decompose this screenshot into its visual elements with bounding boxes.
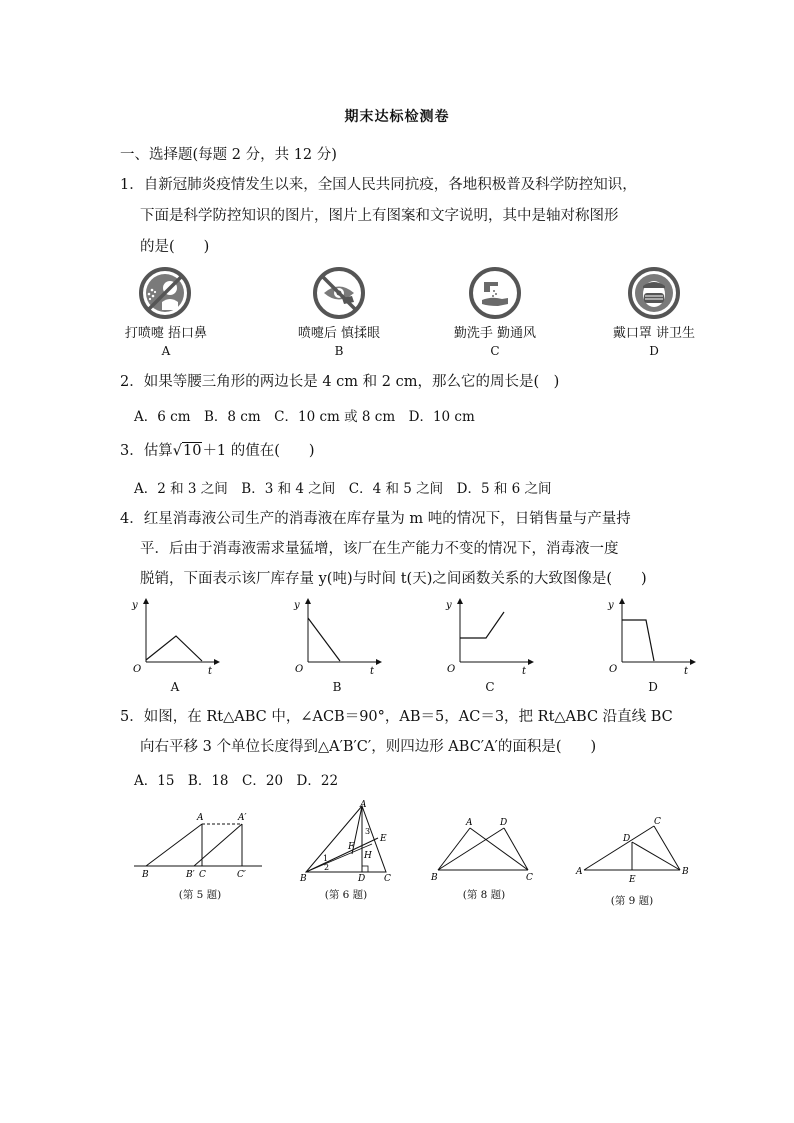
wash-hands-icon: [468, 266, 522, 320]
fig9-label-d: D: [623, 834, 631, 844]
fig9-label-a: A: [576, 867, 583, 877]
sqrt-symbol: √: [172, 443, 182, 459]
fig6-label-3: 3: [365, 827, 371, 836]
fig9-label-c: C: [654, 817, 661, 827]
fig6-label-e: E: [380, 834, 387, 844]
axis-y-label: y: [608, 600, 614, 611]
q1-line1: 1．自新冠肺炎疫情发生以来，全国人民共同抗疫，各地积极普及科学防控知识，: [120, 177, 637, 193]
q1-option-d-caption: 戴口罩 讲卫生: [612, 326, 696, 341]
fig5-label-c: C: [199, 870, 206, 880]
q5-options: A．15 B．18 C．20 D．22: [134, 773, 339, 789]
fig8-label-b: B: [431, 873, 438, 882]
q5-line1: 5．如图，在 Rt△ABC 中，∠ACB＝90°，AB＝5，AC＝3，把 Rt△ABC 沿直线 BC: [120, 709, 673, 725]
q4-graph-c: [440, 596, 536, 678]
wear-mask-icon: [627, 266, 681, 320]
figure-8: [428, 814, 540, 882]
origin-label: O: [295, 664, 304, 675]
q1-option-a-letter: A: [161, 344, 171, 358]
q1-option-d-letter: D: [649, 344, 659, 358]
q2-options: A．6 cm B．8 cm C．10 cm 或 8 cm D．10 cm: [134, 409, 475, 425]
fig9-label-b: B: [682, 867, 689, 877]
axis-y-label: y: [132, 600, 138, 611]
fig8-label-a: A: [466, 818, 473, 828]
fig5-label-a-prime: A′: [238, 813, 247, 823]
fig8-label-c: C: [526, 873, 533, 882]
q1-option-b-caption: 喷嚏后 慎揉眼: [297, 326, 381, 341]
axis-y-label: y: [294, 600, 300, 611]
axis-x-label: t: [684, 666, 689, 677]
page-title: 期末达标检测卷: [344, 109, 450, 125]
figure-9: [570, 814, 696, 886]
q1-option-b-letter: B: [334, 344, 344, 358]
q1-option-a-caption: 打喷嚏 捂口鼻: [124, 326, 208, 341]
q4-graph-a: [126, 596, 222, 678]
axis-y-label: y: [446, 600, 452, 611]
fig6-label-d: D: [358, 874, 366, 884]
figure-8-caption: (第 8 题): [462, 889, 506, 901]
axis-x-label: t: [522, 666, 527, 677]
origin-label: O: [133, 664, 142, 675]
figure-6: [296, 798, 396, 884]
q4-line2: 平．后由于消毒液需求量猛增，该厂在生产能力不变的情况下，消毒液一度: [140, 541, 619, 557]
q4-graph-b: [288, 596, 384, 678]
fig6-label-2: 2: [324, 863, 330, 872]
figure-5-caption: (第 5 题): [178, 889, 222, 901]
q4-graph-d: [602, 596, 698, 678]
q3-suffix: ＋1 的值在( ): [202, 443, 315, 459]
fig9-label-e: E: [629, 875, 636, 885]
q3-prefix: 3．估算: [120, 443, 173, 459]
fig5-label-a: A: [197, 813, 204, 823]
fig6-label-b: B: [300, 874, 307, 884]
no-rub-eyes-icon: [312, 266, 366, 320]
origin-label: O: [447, 664, 456, 675]
q4-line1: 4．红星消毒液公司生产的消毒液在库存量为 m 吨的情况下，日销售量与产量持: [120, 511, 631, 527]
q3-radicand: 10: [182, 443, 202, 459]
fig8-label-d: D: [500, 818, 508, 828]
fig5-label-b-prime: B′: [186, 870, 195, 880]
q3-options: A．2 和 3 之间 B．3 和 4 之间 C．4 和 5 之间 D．5 和 6 之间: [134, 481, 552, 497]
figure-5: [130, 806, 266, 880]
q1-option-c-letter: C: [490, 344, 500, 358]
fig6-label-a: A: [360, 800, 367, 810]
q4-line3: 脱销，下面表示该厂库存量 y(吨)与时间 t(天)之间函数关系的大致图像是( ): [140, 571, 647, 587]
section-heading: 一、选择题(每题 2 分，共 12 分): [120, 147, 337, 163]
sneeze-cover-icon: [138, 266, 192, 320]
fig6-label-h: H: [364, 851, 372, 861]
q5-line2: 向右平移 3 个单位长度得到△A′B′C′，则四边形 ABC′A′的面积是( ): [140, 739, 597, 755]
q4-graph-d-letter: D: [648, 680, 658, 694]
axis-x-label: t: [208, 666, 213, 677]
fig6-label-c: C: [384, 874, 391, 884]
q1-option-c-caption: 勤洗手 勤通风: [453, 326, 537, 341]
fig6-label-1: 1: [323, 854, 329, 863]
q1-line3: 的是( ): [140, 239, 210, 255]
fig5-label-b: B: [142, 870, 149, 880]
fig5-label-c-prime: C′: [237, 870, 246, 880]
q2-stem: 2．如果等腰三角形的两边长是 4 cm 和 2 cm，那么它的周长是( ): [120, 374, 560, 390]
q4-graph-a-letter: A: [170, 680, 180, 694]
figure-6-caption: (第 6 题): [324, 889, 368, 901]
q4-graph-b-letter: B: [332, 680, 342, 694]
q3-stem: [120, 441, 315, 461]
origin-label: O: [609, 664, 618, 675]
figure-9-caption: (第 9 题): [610, 895, 654, 907]
fig6-label-f: F: [348, 842, 355, 852]
q1-line2: 下面是科学防控知识的图片，图片上有图案和文字说明，其中是轴对称图形: [140, 208, 619, 224]
axis-x-label: t: [370, 666, 375, 677]
q4-graph-c-letter: C: [485, 680, 495, 694]
